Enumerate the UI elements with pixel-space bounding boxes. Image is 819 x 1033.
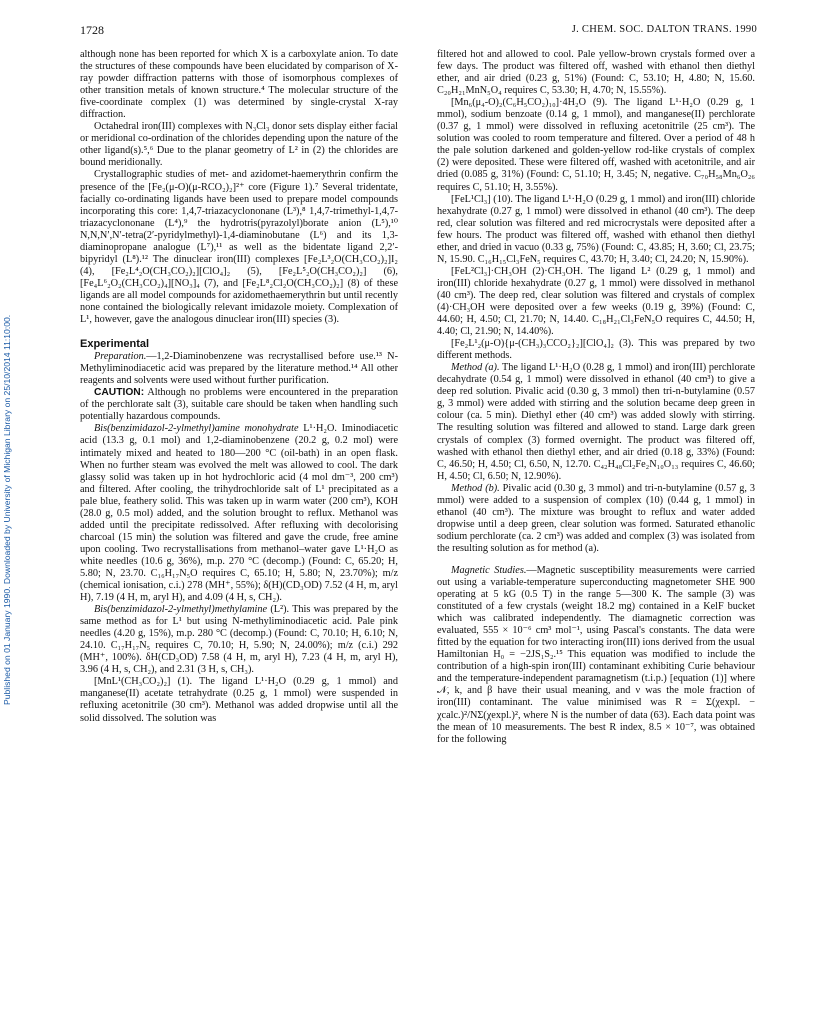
- magnetic-studies-paragraph: [437, 565, 755, 746]
- page-number: 1728: [80, 23, 104, 37]
- preparation-text: —1,2-Diaminobenzene was recrystallised before use.¹³ N-Methyliminodiacetic acid was prepared by the literature method.¹⁴ All other reagents and solvents were used without further purification.: [80, 351, 398, 387]
- ligand-l2-label: Bis(benzimidazol-2-ylmethyl)methylamine: [94, 604, 268, 616]
- ligand-l2-paragraph: [80, 604, 398, 676]
- caution-paragraph: [80, 387, 398, 423]
- preparation-label: Preparation.: [94, 351, 147, 363]
- right-column: [437, 49, 755, 746]
- complex-3-paragraph: [Fe₂L¹₂(μ-O){μ-(CH₃)₃CCO₂}₂][ClO₄]₂ (3). This was prepared by two different methods.: [437, 338, 755, 362]
- ligand-l1-paragraph: [80, 423, 398, 604]
- intro-paragraph: Crystallographic studies of met- and azidomet-haemerythrin confirm the presence of the [Fe₂(μ-O)(μ-RCO₂)₂]²⁺ core (Figure 1).⁷ Several tridentate, facially co-ordinating ligands have been used to prepare model compounds incorporating this core: 1,4,7-triazacyclononane (L³),⁸ 1,4,7-trimethyl-1,4,7-triazacyclononane (L⁴),⁹ the hydrotris(pyrazolyl)borate anion (L⁵),¹⁰ N,N,N′,N′-tetra(2′-pyridylmethyl)-1,4-diaminobutane (L⁶) and its 1,3-diaminopropane analogue (L⁷),¹¹ as well as the bidentate ligand 2,2′-bipyridyl (L⁸).¹² The dinuclear iron(III) complexes [Fe₂L³₂O(CH₃CO₂)₂]I₂ (4), [Fe₂L⁴₂O(CH₃CO₂)₂][ClO₄]₂ (5), [Fe₂L⁵₂O(CH₃CO₂)₂] (6), [Fe₄L⁶₂O₂(CH₃CO₂)₄][NO₃]₄ (7), and [Fe₂L⁸₂Cl₂O(CH₃CO₂)₂] (8) of these ligands are all model compounds for azidomethaemerythrin but until recently none contained the biologically relevant imidazole moiety. Complexation of L¹, however, gave the analogous dinuclear iron(III) species (3).: [80, 169, 398, 326]
- method-a-paragraph: [437, 362, 755, 482]
- intro-paragraph: Octahedral iron(III) complexes with N₃Cl₃ donor sets display either facial or meridional co-ordination of the chlorides depending upon the nature of the other ligand(s).⁵,⁶ Due to the planar geometry of L² in (2) the chlorides are bound meridionally.: [80, 121, 398, 169]
- caution-text: Although no problems were encountered in the preparation of the perchlorate salt (3), suitable care should be taken when handling such potentially hazardous compounds.: [80, 387, 398, 423]
- running-head: J. CHEM. SOC. DALTON TRANS. 1990: [571, 24, 757, 35]
- method-b-label: Method (b).: [451, 482, 500, 494]
- ligand-l1-text: L¹·H₂O. Iminodiacetic acid (13.3 g, 0.1 mol) and 1,2-diaminobenzene (20.2 g, 0.2 mol) were intimately mixed and heated to 180—200 °C (oil-bath) in an open flask. When no further steam was evolved the melt was allowed to cool. The dark glassy solid was taken up in hot hydrochloric acid (4 mol dm⁻³, 200 cm³) and filtered. After cooling, the trihydrochloride salt of L¹ precipitated as a pale blue, feathery solid. This was taken up in warm water (200 cm³), KOH (28.0 g, 0.5 mol) added, and the solution brought to reflux. Methanol was added until the precipitate redissolved. After refluxing with decolorising charcoal (15 min) the solution was filtered and gave the crude, free amine upon cooling. Two recrystallisations from methanol–water gave L¹·H₂O as white needles (10.6 g, 36%), m.p. 270 °C (decomp.) (Found: C, 65.20; H, 5.80; N, 23.70. C₁₆H₁₇N₅O requires C, 65.10; H, 5.80; N, 23.70%); m/z (chemical ionisation, c.i.) 278 (MH⁺, 55%); δ(H)(CD₃OD) 7.52 (4 H, m, aryl H), 7.19 (4 H, m, aryl H), and 4.09 (4 H, s, CH₂).: [80, 423, 398, 604]
- left-column: [80, 49, 398, 725]
- intro-paragraph: although none has been reported for which X is a carboxylate anion. To date the structures of these compounds have been elucidated by comparison of X-ray powder diffraction patterns with those of isomorphous complexes of other transition metals of known structure.⁴ The molecular structure of the five-coordinate complex (1) was determined by single-crystal X-ray diffraction.: [80, 49, 398, 121]
- complex-10-paragraph: [FeL¹Cl₃] (10). The ligand L¹·H₂O (0.29 g, 1 mmol) and iron(III) chloride hexahydrate (0.27 g, 1 mmol) were dissolved in ethanol (40 cm³). The deep red, clear solution was filtered and red microcrystals were deposited after a few hours. The product was filtered off, washed with ethanol then diethyl ether, and dried in vacuo (0.33 g, 75%) (Found: C, 43.85; H, 3.60; Cl, 23.75; N, 15.90. C₁₆H₁₅Cl₃FeN₅ requires C, 43.70; H, 3.40; Cl, 24.20; N, 15.90%).: [437, 193, 755, 265]
- caution-label: CAUTION:: [94, 387, 145, 399]
- preparation-paragraph: [80, 351, 398, 387]
- method-b-text: Pivalic acid (0.30 g, 3 mmol) and tri-n-butylamine (0.57 g, 3 mmol) were added to a suspension of complex (10) (0.44 g, 1 mmol) in ethanol (40 cm³). The mixture was brought to reflux and water added dropwise until a deep green, clear solution was formed. Saturated ethanolic sodium perchlorate (ca. 2 cm³) was added and complex (3) was isolated from the resulting solution as for method (a).: [437, 482, 755, 554]
- complex-1-continued: filtered hot and allowed to cool. Pale yellow-brown crystals formed over a few days. The product was filtered off, washed with ethanol then diethyl ether, and air dried (0.23 g, 51%) (Found: C, 53.10; H, 4.80; N, 15.60. C₂₀H₂₁MnN₅O₄ requires C, 53.30; H, 4.70; N, 15.55%).: [437, 49, 755, 97]
- ligand-l1-label: Bis(benzimidazol-2-ylmethyl)amine monohydrate: [94, 423, 299, 435]
- method-a-label: Method (a).: [451, 362, 500, 374]
- download-watermark: Published on 01 January 1990. Downloaded by University of Michigan Library on 25/10/2014 11:10:00.: [2, 314, 12, 706]
- complex-1-paragraph: [MnL¹(CH₃CO₂)₂] (1). The ligand L¹·H₂O (0.29 g, 1 mmol) and manganese(II) acetate tetrahydrate (0.25 g, 1 mmol) were suspended in refluxing acetonitrile (30 cm³). Methanol was added dropwise until all the solid dissolved. The solution was: [80, 676, 398, 724]
- magnetic-studies-text: —Magnetic susceptibility measurements were carried out using a variable-temperature superconducting magnetometer SHE 900 operating at 5 kG (0.5 T) in the range 5—300 K. The sample (3) was constituted of a few crystals (weight 18.2 mg) contained in a KelF bucket which was calibrated independently. The diamagnetic correction was evaluated, 555 × 10⁻⁶ cm³ mol⁻¹, using Pascal's constants. The data were fitted by the equation for two interacting iron(III) ions derived from the usual Hamiltonian H₀ = −2JS₁S₂.¹⁵ This equation was modified to include the contribution of a high-spin iron(III) contaminant exhibiting Curie behaviour and the temperature-independent paramagnetism (t.i.p.) [equation (1)] where 𝒩, k, and β have their usual meaning, and ν was the mole fraction of iron(III) contaminant. The value minimised was R = Σ(χexpl. − χcalc.)²/NΣ(χexpl.)², where N is the number of data (63). Each data point was the mean of 10 measurements. The best R index, 8.5 × 10⁻⁷, was obtained for the following: [437, 564, 755, 745]
- complex-2-paragraph: [FeL²Cl₃]·CH₃OH (2)·CH₃OH. The ligand L² (0.29 g, 1 mmol) and iron(III) chloride hexahydrate (0.27 g, 1 mmol) were dissolved in methanol (40 cm³). The deep red, clear solution was filtered and crystals of complex (4)·CH₃OH were deposited over a few weeks (0.19 g, 39%) (Found: C, 44.60; H, 4.50; Cl, 21.70; N, 14.40. C₁₈H₂₁Cl₃FeN₅O requires C, 44.50; H, 4.40; Cl, 21.90; N, 14.40%).: [437, 265, 755, 338]
- complex-9-paragraph: [Mn₆(μ₄-O)₂(C₆H₅CO₂)₁₀]·4H₂O (9). The ligand L¹·H₂O (0.29 g, 1 mmol), sodium benzoate (0.14 g, 1 mmol), and manganese(II) perchlorate (0.37 g, 1 mmol) were dissolved in refluxing acetonitrile (25 cm³). The solution was cooled to room temperature and filtered. Over a period of 48 h the pale solution darkened and golden-yellow rod-like crystals of complex (2) were deposited. These were filtered off, washed with acetonitrile, and air dried (0.085 g, 31%) (Found: C, 51.10; H, 3.45; N, negative. C₇₀H₅₈Mn₆O₂₆ requires C, 51.10; H, 3.55%).: [437, 97, 755, 193]
- magnetic-studies-label: Magnetic Studies.: [451, 564, 527, 576]
- experimental-heading: Experimental: [80, 338, 150, 351]
- method-a-text: The ligand L¹·H₂O (0.28 g, 1 mmol) and iron(III) perchlorate decahydrate (0.54 g, 1 mmol) were dissolved in ethanol (40 cm³) to give a deep red solution. Pivalic acid (0.30 g, 3 mmol) then tri-n-butylamine (0.57 g, 3 mmol) were added with stirring and the solution became deep green in colour (ca. 5 min). Diethyl ether (40 cm³) was added slowly with stirring. The resulting solution was filtered and allowed to stand. Large dark green crystals of complex (3) formed overnight. The product was filtered off, washed with ethanol then diethyl ether, and air dried (0.18 g, 33%) (Found: C, 46.50; H, 4.50; Cl, 6.50, N, 12.70. C₄₂H₄₈Cl₂Fe₂N₁₀O₁₃ requires C, 46.60; H, 4.50; Cl, 6.50; N, 12.90%).: [437, 362, 755, 482]
- method-b-paragraph: [437, 483, 755, 555]
- ligand-l2-text: (L²). This was prepared by the same method as for L¹ but using N-methyliminodiacetic acid. Pale pink needles (4.20 g, 15%), m.p. 280 °C (decomp.) (Found: C, 70.10; H, 6.10; N, 24.10. C₁₇H₁₇N₅ requires C, 70.10; H, 5.90; N, 24.00%); m/z (c.i.) 292 (MH⁺, 100%). δH(CD₃OD) 7.58 (4 H, m, aryl H), 7.23 (4 H, m, aryl H), 3.96 (4 H, s, CH₂), and 2.31 (3 H, s, CH₃).: [80, 604, 398, 676]
